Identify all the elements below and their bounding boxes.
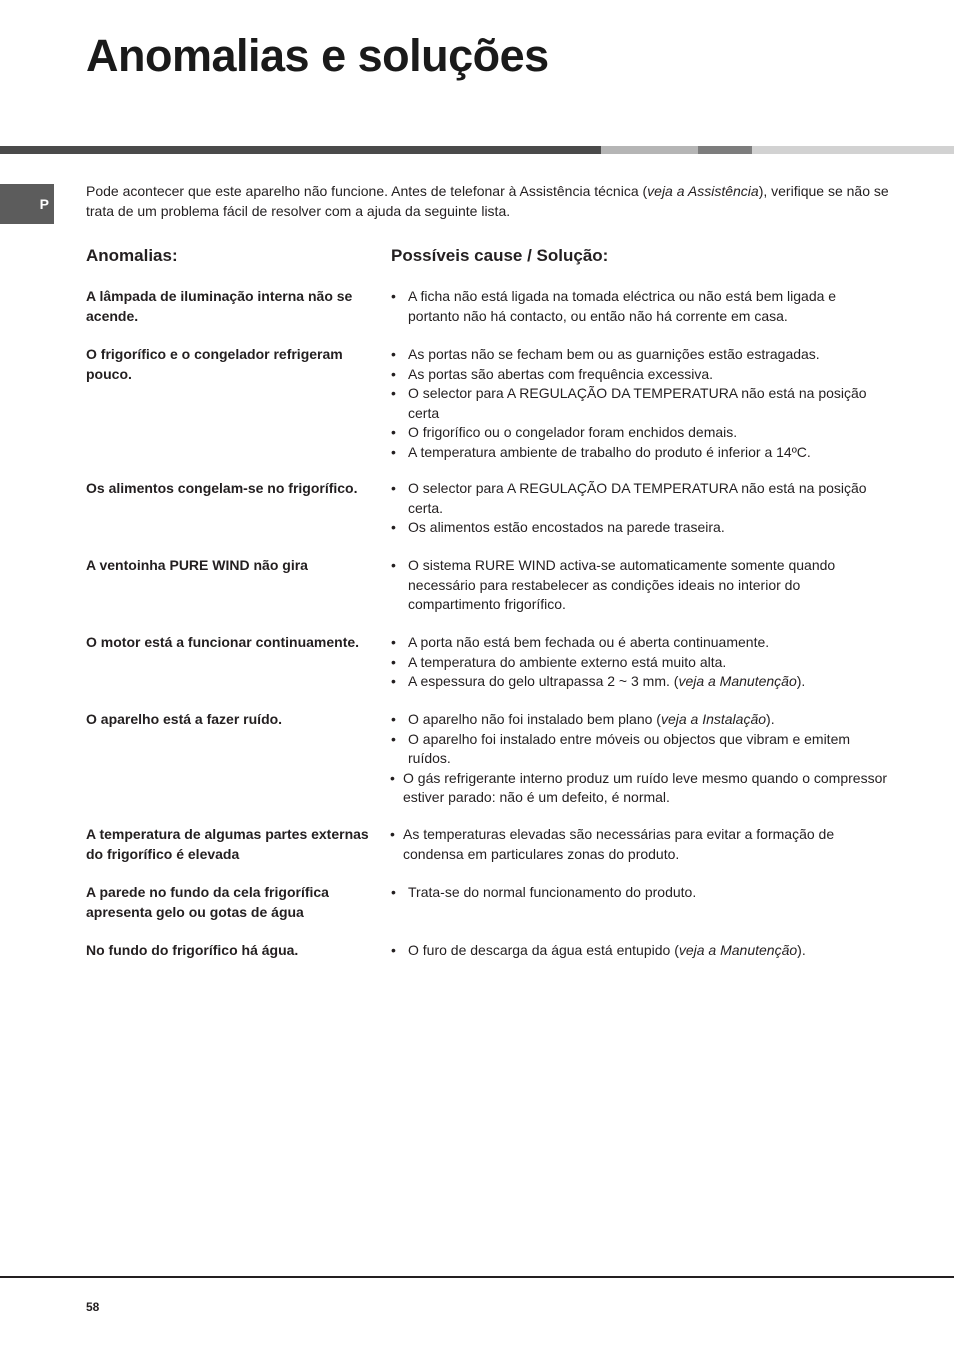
solution-item: [390, 941, 890, 961]
anomaly-label: A parede no fundo da cela frigorífica apresenta gelo ou gotas de água: [86, 884, 329, 920]
bullet-icon: •: [391, 443, 396, 460]
solution-item: [390, 365, 890, 385]
solution-reference: veja a Instalação: [660, 711, 767, 727]
bullet-icon: •: [391, 480, 396, 496]
page-title: Anomalias e soluções: [86, 30, 549, 81]
solution-text: A espessura do gelo ultrapassa 2 ~ 3 mm. (: [408, 673, 679, 689]
bullet-icon: •: [391, 346, 396, 362]
solution-list: [390, 633, 890, 692]
solution-list: [390, 825, 890, 864]
solution-list: [390, 883, 890, 903]
page-number: 58: [86, 1300, 100, 1314]
solution-item: [390, 345, 890, 365]
solutions-header: Possíveis cause / Solução:: [391, 246, 609, 265]
solution-text: O gás refrigerante interno produz um ruído leve mesmo quando o compressor estiver parado: não é um defeito, é normal.: [403, 769, 888, 805]
solution-item: [390, 653, 890, 673]
solution-text: O selector para A REGULAÇÃO DA TEMPERATURA não está na posição certa.: [408, 480, 867, 516]
solution-text: O selector para A REGULAÇÃO DA TEMPERATURA não está na posição certa: [408, 385, 867, 421]
bullet-icon: •: [391, 634, 396, 650]
bullet-icon: •: [391, 942, 396, 958]
bullet-icon: •: [391, 653, 396, 670]
footer-rule: [0, 1276, 954, 1278]
bullet-icon: •: [391, 424, 396, 440]
solution-item: [390, 443, 890, 463]
bullet-icon: •: [391, 730, 396, 747]
solution-text: A porta não está bem fechada ou é aberta continuamente.: [408, 634, 770, 650]
solution-reference: veja a Manutenção: [678, 942, 798, 958]
bullet-icon: •: [391, 519, 396, 535]
solution-text: A temperatura do ambiente externo está muito alta.: [408, 653, 727, 670]
solution-text: A temperatura ambiente de trabalho do produto é inferior a 14ºC.: [408, 443, 811, 460]
solution-text: O sistema RURE WIND activa-se automaticamente somente quando necessário para restabelecer as condições ideais no interior do compartimento frigorífico.: [408, 557, 836, 612]
intro-paragraph: [86, 181, 901, 221]
anomaly-label: O aparelho está a fazer ruído.: [86, 711, 283, 727]
solution-text: A ficha não está ligada na tomada eléctrica ou não está bem ligada e portanto não há contacto, ou então não há corrente em casa.: [408, 288, 837, 324]
solution-item: [390, 710, 890, 730]
anomaly-label: No fundo do frigorífico há água.: [86, 942, 299, 958]
bullet-icon: •: [391, 673, 396, 689]
solution-item: [390, 423, 890, 443]
bullet-icon: •: [391, 711, 396, 727]
solution-list: [390, 710, 890, 808]
solution-text: O aparelho não foi instalado bem plano (: [408, 711, 661, 727]
solution-text-end: ).: [796, 673, 806, 689]
solution-list: [390, 345, 890, 462]
anomaly-label: O motor está a funcionar continuamente.: [86, 634, 360, 650]
header-bar-pale: [752, 146, 954, 154]
anomaly-label: A lâmpada de iluminação interna não se acende.: [86, 288, 353, 324]
solution-item: [390, 556, 890, 615]
anomaly-label: A temperatura de algumas partes externas do frigorífico é elevada: [86, 826, 369, 862]
solution-text: As portas são abertas com frequência excessiva.: [408, 365, 714, 382]
bullet-icon: •: [391, 288, 396, 304]
intro-text-start: Pode acontecer que este aparelho não funcione. Antes de telefonar à Assistência técnica (: [86, 183, 648, 199]
solution-item: [390, 518, 890, 538]
bullet-icon: •: [391, 884, 396, 900]
solution-text: O furo de descarga da água está entupido (: [408, 942, 679, 958]
solution-item: [390, 479, 890, 518]
solution-text: O aparelho foi instalado entre móveis ou objectos que vibram e emitem ruídos.: [408, 730, 851, 766]
anomalies-header: Anomalias:: [86, 246, 178, 265]
solution-list: [390, 287, 890, 326]
solution-text: As temperaturas elevadas são necessárias para evitar a formação de condensa em particulares zonas do produto.: [403, 826, 835, 862]
bullet-icon: •: [391, 557, 396, 573]
header-bar-dark: [0, 146, 601, 154]
solution-reference: veja a Manutenção: [678, 673, 797, 689]
bullet-icon: •: [391, 365, 396, 382]
solution-text: Os alimentos estão encostados na parede traseira.: [408, 519, 725, 535]
bullet-icon: •: [390, 769, 395, 786]
intro-reference: veja a Assistência: [647, 183, 759, 199]
anomaly-label: A ventoinha PURE WIND não gira: [86, 557, 308, 573]
solution-item: [390, 633, 890, 653]
solution-list: [390, 479, 890, 538]
solution-list: [390, 556, 890, 615]
solution-item: [390, 883, 890, 903]
language-tab: P: [0, 184, 54, 224]
bullet-icon: •: [390, 826, 395, 842]
solution-text-end: ).: [797, 942, 806, 958]
solution-item: [390, 825, 890, 864]
solution-list: [390, 941, 890, 961]
solution-item: [390, 384, 890, 423]
intro-text-end: ), verifique se não se trata de um problema fácil de resolver com a ajuda da seguinte lista.: [86, 183, 889, 219]
solution-item: [390, 287, 890, 326]
anomaly-label: Os alimentos congelam-se no frigorífico.: [86, 480, 358, 496]
anomaly-label: O frigorífico e o congelador refrigeram pouco.: [86, 346, 343, 382]
solution-text: O frigorífico ou o congelador foram enchidos demais.: [408, 424, 738, 440]
solution-text-end: ).: [766, 711, 775, 727]
header-bar-light: [601, 146, 698, 154]
solution-text: Trata-se do normal funcionamento do produto.: [408, 884, 697, 900]
solution-item: [390, 672, 890, 692]
solution-item: [390, 730, 890, 769]
solution-item: [390, 769, 890, 808]
header-bar-mid: [698, 146, 752, 154]
bullet-icon: •: [391, 385, 396, 401]
solution-text: As portas não se fecham bem ou as guarnições estão estragadas.: [408, 346, 820, 362]
